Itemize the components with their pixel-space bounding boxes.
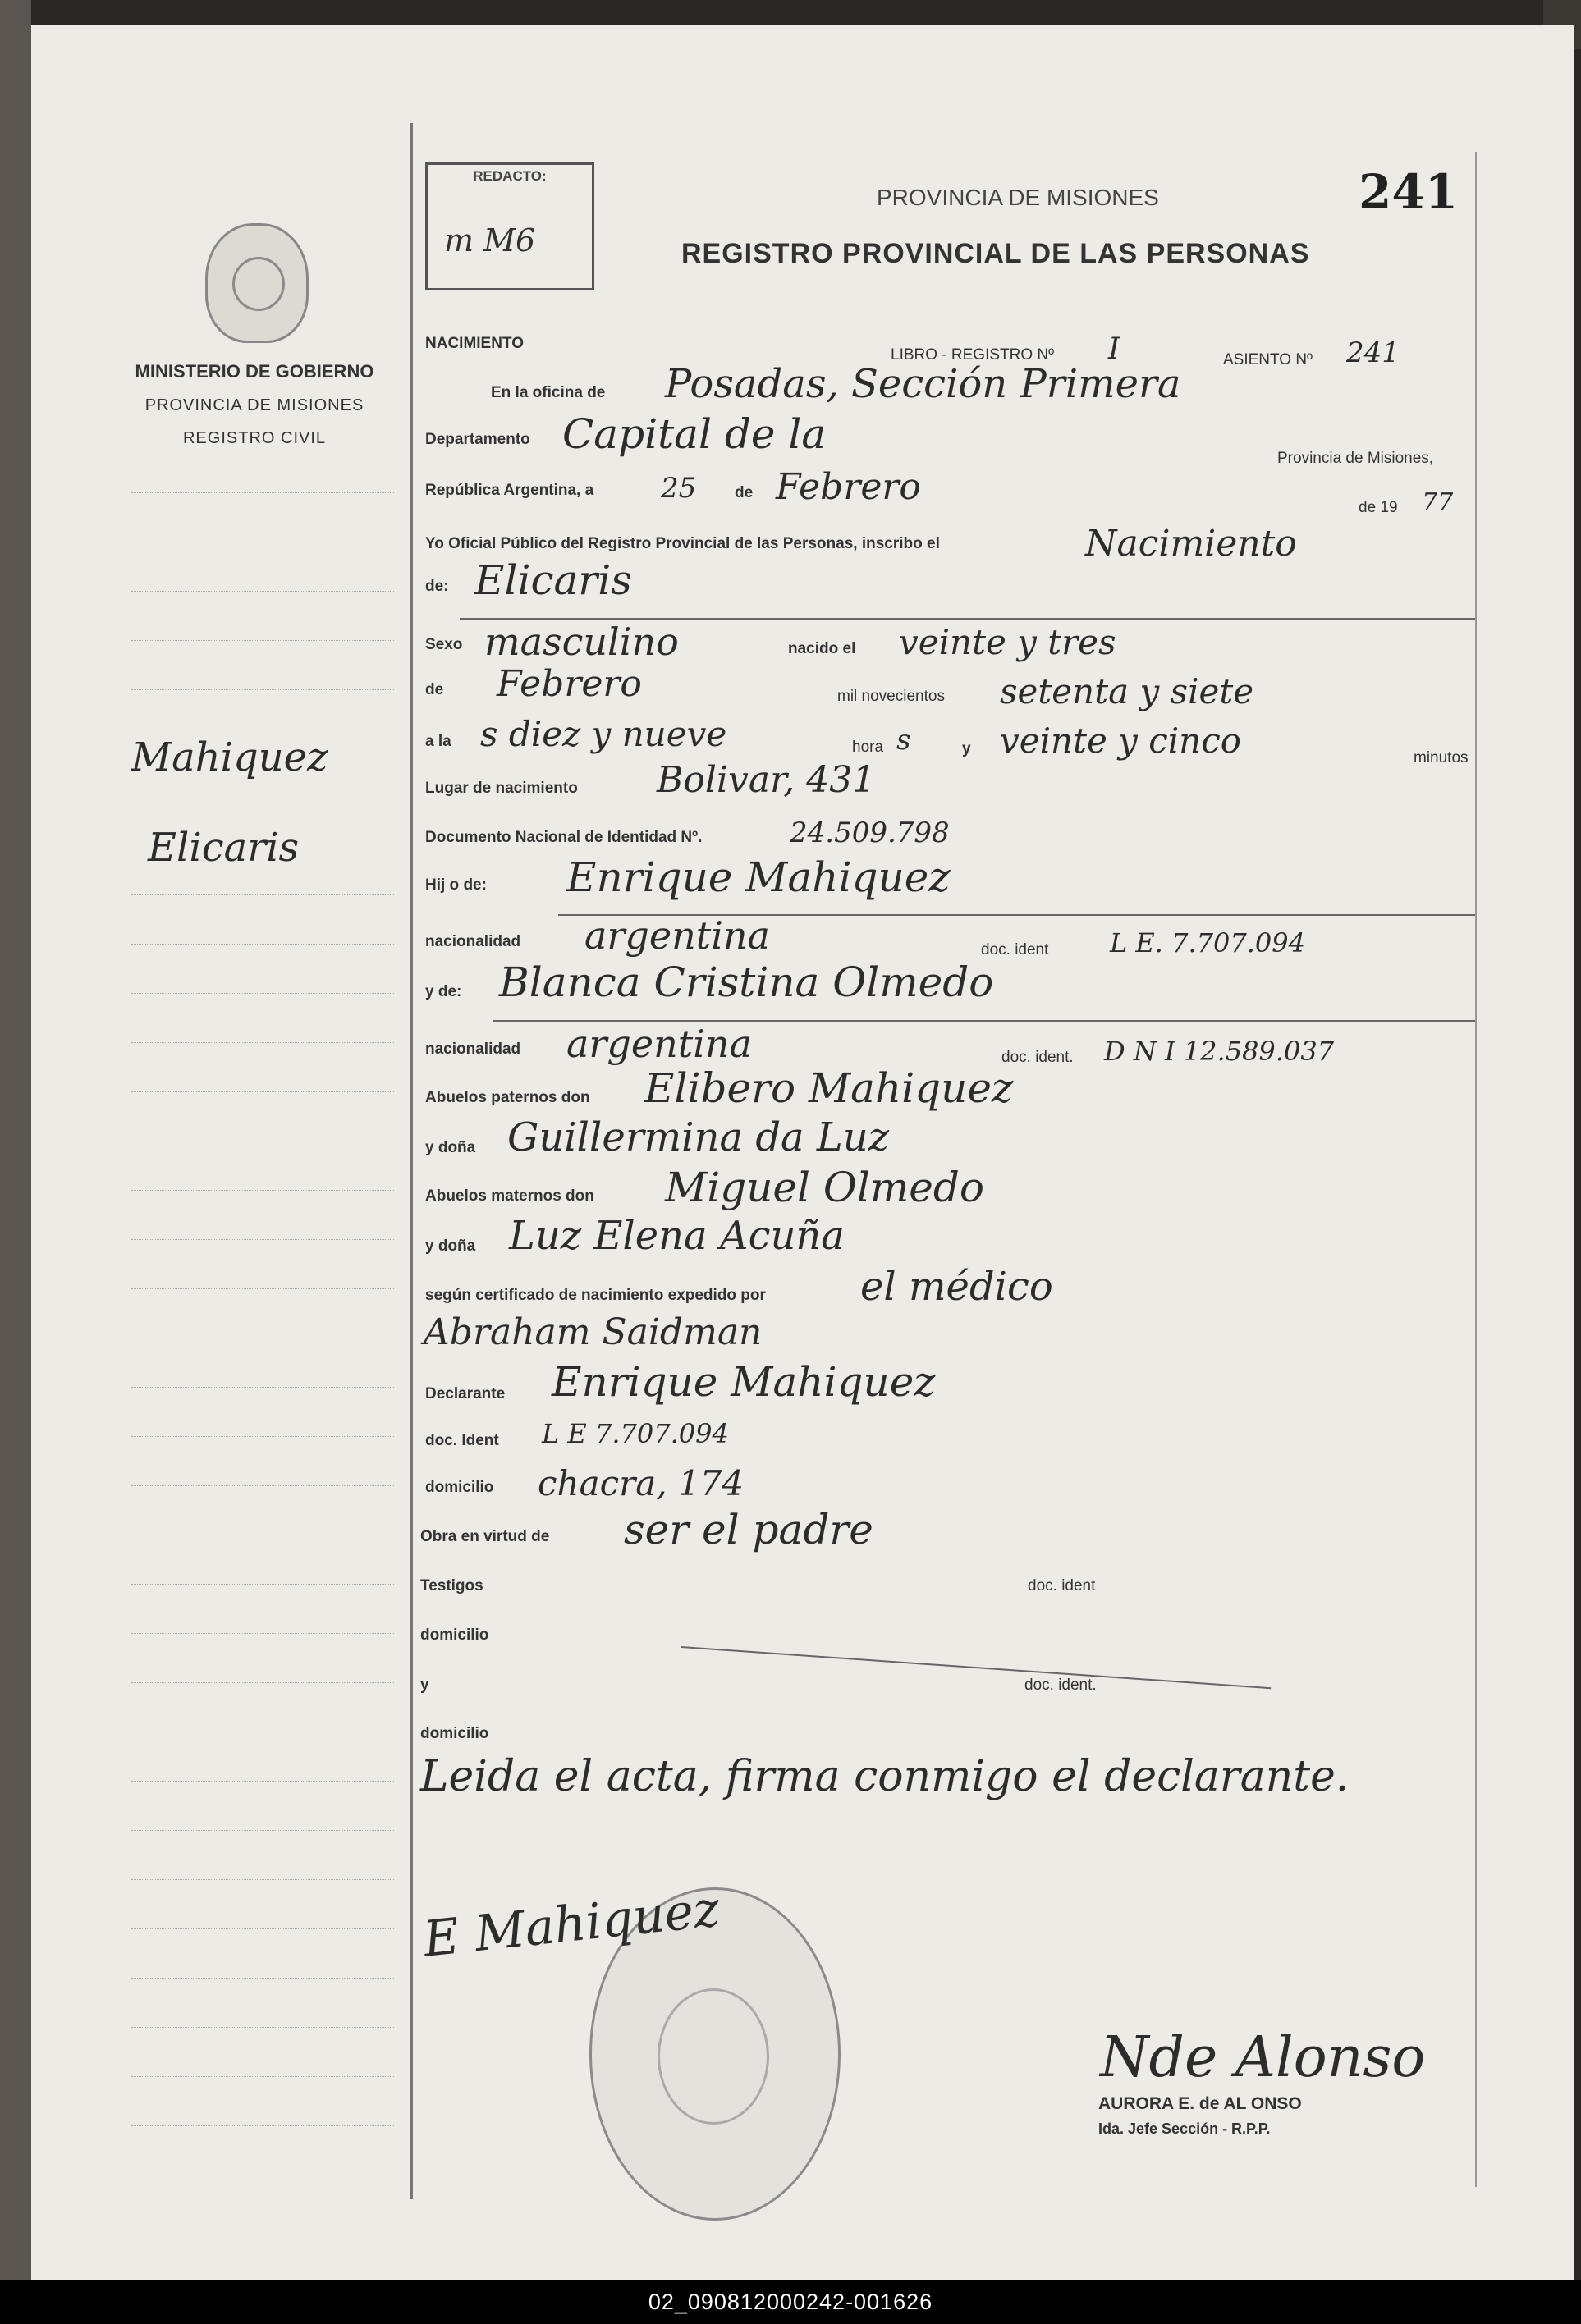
declarante-label: Declarante xyxy=(425,1385,506,1402)
obra-value: ser el padre xyxy=(624,1506,873,1553)
abuelos-pat-label: Abuelos paternos don xyxy=(425,1089,590,1106)
nacido-value: veinte y tres xyxy=(899,622,1116,662)
dni-value: 24.509.798 xyxy=(790,817,950,849)
minutos-label: minutos xyxy=(1414,749,1469,766)
y-dona-label: y doña xyxy=(425,1237,476,1255)
margin-line xyxy=(131,1633,394,1635)
province-heading: PROVINCIA DE MISIONES xyxy=(877,185,1159,210)
departamento-label: Departamento xyxy=(425,431,530,448)
dni-label: Documento Nacional de Identidad Nº. xyxy=(425,829,703,846)
abuelos-mat-label: Abuelos maternos don xyxy=(425,1187,594,1205)
declarante-signature: E Mahiquez xyxy=(420,1880,722,1969)
margin-line xyxy=(131,1584,394,1585)
hora-suffix: s xyxy=(896,724,911,757)
departamento-value: Capital de la xyxy=(562,410,827,458)
horas-value: s diez y nueve xyxy=(480,714,727,754)
domicilio-label: domicilio xyxy=(420,1725,489,1742)
y-de-label: y de: xyxy=(425,983,462,1000)
nac-padre-value: argentina xyxy=(584,913,770,958)
margin-line xyxy=(131,2076,394,2078)
margin-line xyxy=(131,894,394,896)
page-number: 241 xyxy=(1359,164,1459,220)
margin-line xyxy=(131,2175,394,2176)
official-signature: Nde Alonso xyxy=(1100,2025,1426,2090)
margin-line xyxy=(131,993,394,995)
provincia-label: Provincia de Misiones, xyxy=(1277,450,1434,467)
asiento-value: 241 xyxy=(1346,336,1400,369)
margin-line xyxy=(131,1485,394,1487)
doc-ident-label: doc. ident. xyxy=(1024,1677,1097,1694)
book-spine xyxy=(0,0,31,2324)
margin-line xyxy=(131,1239,394,1241)
lugar-label: Lugar de nacimiento xyxy=(425,780,578,797)
margin-line xyxy=(131,944,394,945)
oficial-label: Yo Oficial Público del Registro Provincial de las Personas, inscribo el xyxy=(425,535,940,552)
margin-line xyxy=(131,1042,394,1044)
domicilio-label: domicilio xyxy=(420,1626,489,1644)
nombre-value: Elicaris xyxy=(474,556,632,604)
province-subtitle: PROVINCIA DE MISIONES xyxy=(144,396,364,414)
medico-value: Abraham Saidman xyxy=(424,1311,763,1353)
domicilio-value: chacra, 174 xyxy=(538,1463,745,1503)
margin-line xyxy=(131,1091,394,1093)
de-label: de xyxy=(735,484,754,501)
redacto-initials: m M6 xyxy=(444,222,536,258)
oficina-value: Posadas, Sección Primera xyxy=(665,361,1181,407)
hora-label: hora xyxy=(852,739,884,756)
doc-madre-value: D N I 12.589.037 xyxy=(1104,1036,1335,1067)
mil-label: mil novecientos xyxy=(837,688,945,705)
margin-line xyxy=(131,1535,394,1536)
republica-label: República Argentina, a xyxy=(425,482,594,499)
mes-nac-value: Febrero xyxy=(497,663,642,705)
anio-value: 77 xyxy=(1422,488,1454,517)
margin-line xyxy=(131,640,394,642)
certificado-value: el médico xyxy=(860,1264,1053,1310)
nac-madre-value: argentina xyxy=(566,1022,752,1066)
doc-decl-value: L E 7.707.094 xyxy=(542,1418,729,1449)
doc-ident-label: doc. ident xyxy=(1028,1577,1096,1594)
certificado-label: según certificado de nacimiento expedido por xyxy=(425,1287,766,1304)
doc-ident-label: doc. ident xyxy=(981,941,1049,958)
declarante-value: Enrique Mahiquez xyxy=(552,1358,936,1406)
margin-line xyxy=(131,2125,394,2127)
margin-line xyxy=(131,1928,394,1930)
margin-line xyxy=(131,492,394,494)
padre-value: Enrique Mahiquez xyxy=(566,853,951,901)
nacimiento-label: NACIMIENTO xyxy=(425,335,524,352)
margin-line xyxy=(131,1732,394,1733)
sexo-label: Sexo xyxy=(425,636,463,653)
margin-line xyxy=(131,1141,394,1142)
obra-label: Obra en virtud de xyxy=(420,1528,550,1545)
registry-heading: REGISTRO PROVINCIAL DE LAS PERSONAS xyxy=(681,238,1310,269)
asiento-label: ASIENTO Nº xyxy=(1223,351,1313,368)
abuelo-pat-value: Elibero Mahiquez xyxy=(644,1064,1014,1112)
dia-value: 25 xyxy=(661,472,697,505)
minutos-value: veinte y cinco xyxy=(1000,721,1242,761)
y-label: y xyxy=(962,740,971,757)
margin-line xyxy=(131,1387,394,1388)
margin-line xyxy=(131,689,394,691)
margin-note-surname: Mahiquez xyxy=(131,734,328,780)
redacto-label: REDACTO: xyxy=(473,168,547,184)
lugar-value: Bolivar, 431 xyxy=(657,759,876,801)
margin-note-given: Elicaris xyxy=(148,825,300,871)
sexo-value: masculino xyxy=(484,620,679,664)
margin-line xyxy=(131,1190,394,1192)
abuela-mat-value: Luz Elena Acuña xyxy=(509,1213,845,1259)
margin-line xyxy=(131,542,394,543)
anio-label: de 19 xyxy=(1359,499,1398,516)
libro-value: I xyxy=(1108,332,1120,366)
testigos-label: Testigos xyxy=(420,1577,483,1594)
doc-padre-value: L E. 7.707.094 xyxy=(1110,927,1305,958)
margin-line xyxy=(131,1781,394,1782)
ministry-title: MINISTERIO DE GOBIERNO xyxy=(135,361,374,382)
inscribo-value: Nacimiento xyxy=(1085,523,1297,565)
redacto-box xyxy=(425,162,594,290)
margin-line xyxy=(131,1978,394,1979)
coat-of-arms-seal xyxy=(205,223,309,343)
nacido-label: nacido el xyxy=(788,640,856,657)
leida-statement: Leida el acta, firma conmigo el declarante. xyxy=(420,1752,1350,1801)
anio-nac-value: setenta y siete xyxy=(1000,671,1254,711)
margin-line xyxy=(131,1682,394,1684)
domicilio-label: domicilio xyxy=(425,1479,494,1496)
abuela-pat-value: Guillermina da Luz xyxy=(507,1114,889,1160)
de-label: de: xyxy=(425,578,449,595)
registry-subtitle: REGISTRO CIVIL xyxy=(182,429,327,447)
nacionalidad-label: nacionalidad xyxy=(425,1041,521,1058)
margin-line xyxy=(131,591,394,592)
margin-line xyxy=(131,1436,394,1438)
form-right-border xyxy=(1475,152,1477,2187)
a-las-label: a la xyxy=(425,733,451,750)
margin-line xyxy=(131,1830,394,1832)
margin-line xyxy=(131,2027,394,2029)
libro-label: LIBRO - REGISTRO Nº xyxy=(891,346,1055,364)
margin-line xyxy=(131,1879,394,1881)
doc-ident-label: doc. ident. xyxy=(1001,1049,1074,1066)
y-dona-label: y doña xyxy=(425,1139,476,1156)
margin-line xyxy=(131,1338,394,1339)
official-title: Ida. Jefe Sección - R.P.P. xyxy=(1098,2120,1271,2137)
mes-value: Febrero xyxy=(776,466,921,508)
nacionalidad-label: nacionalidad xyxy=(425,933,521,950)
margin-line xyxy=(131,1288,394,1290)
abuelo-mat-value: Miguel Olmedo xyxy=(665,1164,984,1211)
official-name: AURORA E. de AL ONSO xyxy=(1098,2094,1302,2113)
y-label: y xyxy=(420,1677,429,1694)
madre-value: Blanca Cristina Olmedo xyxy=(499,958,994,1006)
form-left-border xyxy=(410,123,413,2199)
hijo-label: Hij o de: xyxy=(425,876,487,894)
oficina-label: En la oficina de xyxy=(491,384,606,401)
image-code-footer: 02_090812000242-001626 xyxy=(0,2280,1581,2324)
de-label: de xyxy=(425,681,444,698)
doc-decl-label: doc. Ident xyxy=(425,1432,499,1449)
